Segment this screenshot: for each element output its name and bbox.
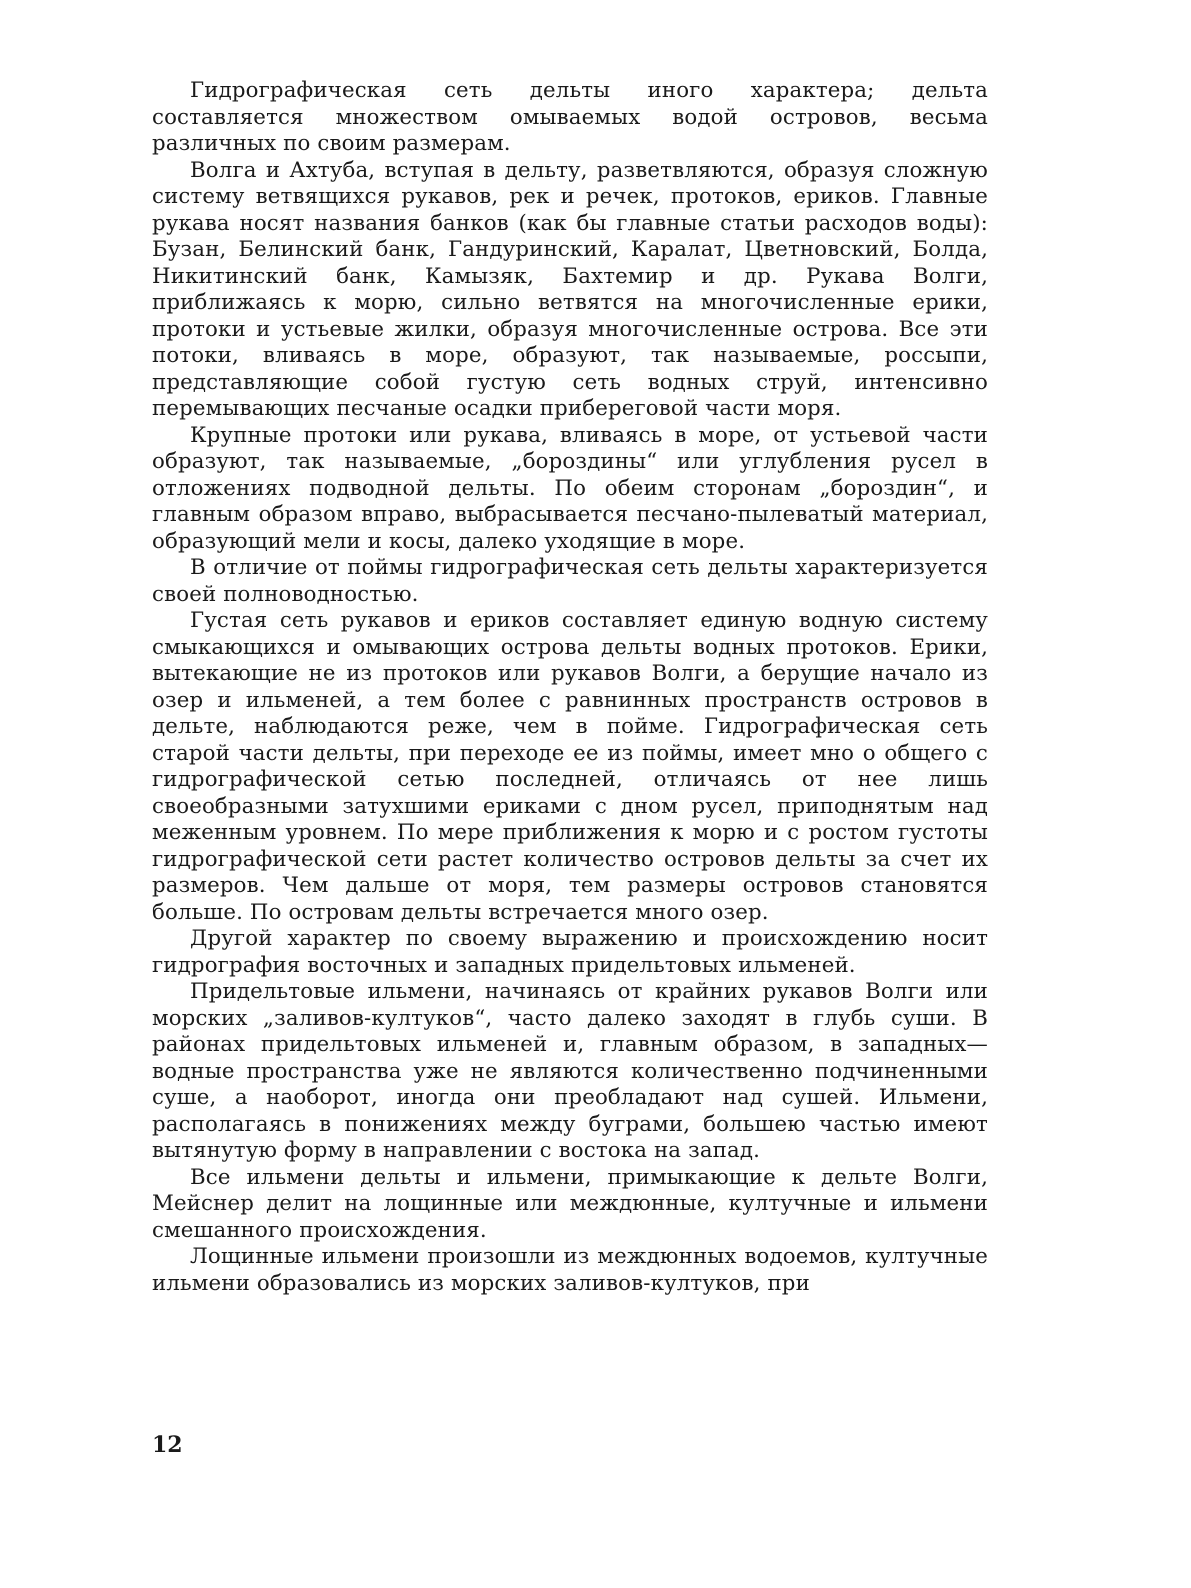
paragraph: Другой характер по своему выражению и происхождению носит гидрография восточных и западных придельтовых ильменей. [152, 926, 988, 978]
paragraph: Лощинные ильмени произошли из междюнных водоемов, култучные ильмени образовались из морских заливов-култуков, при [152, 1244, 988, 1296]
paragraph: В отличие от поймы гидрографическая сеть дельты характеризуется своей полноводностью. [152, 555, 988, 607]
paragraph: Волга и Ахтуба, вступая в дельту, разветвляются, образуя сложную систему ветвящихся рукавов, рек и речек, протоков, ериков. Главные рукава носят названия банков (как бы главные статьи расходов воды): Бузан, Белинский банк, Гандуринский, Каралат, Цветновский, Болда, Никитинский банк, Камызяк, Бахтемир и др. Рукава Волги, приближаясь к морю, сильно ветвятся на многочисленные ерики, протоки и устьевые жилки, образуя многочисленные острова. Все эти потоки, вливаясь в море, образуют, так называемые, россыпи, представляющие собой густую сеть водных струй, интенсивно перемывающих песчаные осадки прибереговой части моря. [152, 157, 988, 421]
page-number: 12 [152, 1432, 183, 1458]
paragraph: Все ильмени дельты и ильмени, примыкающие к дельте Волги, Мейснер делит на лощинные или междюнные, култучные и ильмени смешанного происхождения. [152, 1164, 988, 1243]
paragraph: Гидрографическая сеть дельты иного характера; дельта составляется множеством омываемых водой островов, весьма различных по своим размерам. [152, 78, 988, 156]
paragraph: Крупные протоки или рукава, вливаясь в море, от устьевой части образуют, так называемые, „бороздины“ или углубления русел в отложениях подводной дельты. По обеим сторонам „бороздин“, и главным образом вправо, выбрасывается песчано-пылеватый материал, образующий мели и косы, далеко уходящие в море. [152, 422, 988, 554]
paragraph: Придельтовые ильмени, начинаясь от крайних рукавов Волги или морских „заливов-култуков“, часто далеко заходят в глубь суши. В районах придельтовых ильменей и, главным образом, в западных—водные пространства уже не являются количественно подчиненными суше, а наоборот, иногда они преобладают над сушей. Ильмени, располагаясь в понижениях между буграми, большею частью имеют вытянутую форму в направлении с востока на запад. [152, 979, 988, 1163]
page-body [152, 78, 988, 1297]
paragraph: Густая сеть рукавов и ериков составляет единую водную систему смыкающихся и омывающих острова дельты водных протоков. Ерики, вытекающие не из протоков или рукавов Волги, а берущие начало из озер и ильменей, а тем более с равнинных пространств островов в дельте, наблюдаются реже, чем в пойме. Гидрографическая сеть старой части дельты, при переходе ее из поймы, имеет мно о общего с гидрографической сетью последней, отличаясь от нее лишь своеобразными затухшими ериками с дном русел, приподнятым над меженным уровнем. По мере приближения к морю и с ростом густоты гидрографической сети растет количество островов дельты за счет их размеров. Чем дальше от моря, тем размеры островов становятся больше. По островам дельты встречается много озер. [152, 608, 988, 925]
